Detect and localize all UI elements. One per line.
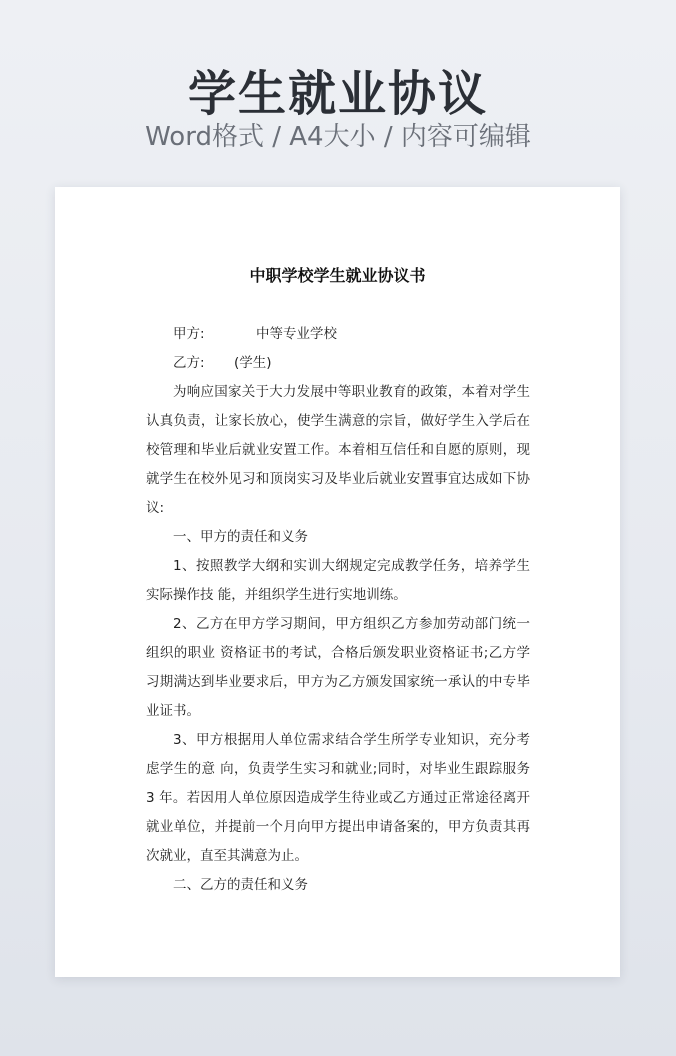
party-a-value: 中等专业学校 [256, 326, 337, 342]
document-page [55, 187, 620, 977]
party-b-row [146, 349, 530, 378]
party-b-label: 乙方: [173, 355, 205, 371]
party-a-row [146, 320, 530, 349]
banner-subtitle: Word格式 / A4大小 / 内容可编辑 [145, 122, 531, 152]
banner-title: 学生就业协议 [187, 66, 488, 122]
document-body [146, 320, 530, 900]
clause-2-paragraph: 2、乙方在甲方学习期间，甲方组织乙方参加劳动部门统一组织的职业 资格证书的考试，合格后颁发职业资格证书;乙方学习期满达到毕业要求后，甲方为乙方颁发国家统一承认的中专毕业证书。 [146, 616, 530, 719]
section-2-heading: 二、乙方的责任和义务 [173, 877, 308, 893]
intro-paragraph: 为响应国家关于大力发展中等职业教育的政策，本着对学生认真负责，让家长放心，使学生满意的宗旨，做好学生入学后在校管理和毕业后就业安置工作。本着相互信任和自愿的原则，现就学生在校外见习和顶岗实习及毕业后就业安置事宜达成如下协议: [146, 384, 530, 516]
section-1-heading: 一、甲方的责任和义务 [173, 529, 308, 545]
clause-1-paragraph: 1、按照教学大纲和实训大纲规定完成教学任务，培养学生实际操作技 能，并组织学生进行实地训练。 [146, 558, 530, 603]
clause-3-paragraph: 3、甲方根据用人单位需求结合学生所学专业知识，充分考虑学生的意 向，负责学生实习和就业;同时，对毕业生跟踪服务 3 年。若因用人单位原因造成学生待业或乙方通过正常途径离开就业单位，并提前一个月向甲方提出申请备案的，甲方负责其再次就业，直至其满意为止。 [146, 732, 530, 864]
party-b-value: (学生) [234, 355, 272, 371]
party-a-label: 甲方: [173, 326, 205, 342]
document-title: 中职学校学生就业协议书 [249, 266, 426, 285]
